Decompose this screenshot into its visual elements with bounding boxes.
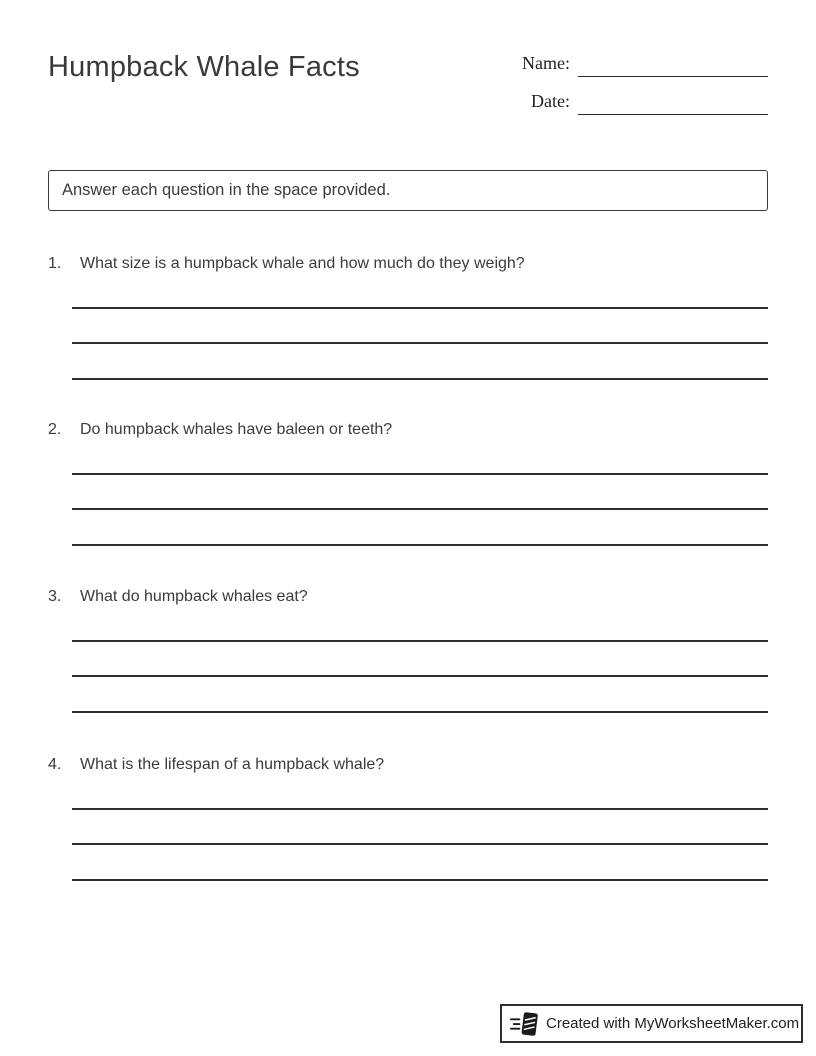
speeding-worksheet-icon [509,1009,541,1039]
page-title: Humpback Whale Facts [48,51,360,83]
question-4 [48,755,768,895]
question-text: What size is a humpback whale and how much do they weigh? [80,255,525,272]
footer-credit-link[interactable] [500,1004,803,1043]
answer-line[interactable] [72,473,768,475]
question-text: What is the lifespan of a humpback whale? [80,756,385,773]
answer-line[interactable] [72,879,768,881]
answer-line[interactable] [72,640,768,642]
question-number: 4. [48,756,62,773]
footer-credit-text: Created with MyWorksheetMaker.com [546,1015,800,1032]
answer-line[interactable] [72,843,768,845]
answer-line[interactable] [72,342,768,344]
answer-line[interactable] [72,378,768,380]
answer-line[interactable] [72,508,768,510]
name-label: Name: [522,53,570,73]
answer-line[interactable] [72,307,768,309]
question-number: 3. [48,588,62,605]
question-text: What do humpback whales eat? [80,588,308,605]
date-label: Date: [531,91,570,111]
question-2-row [48,420,392,440]
instruction-box [48,170,768,211]
question-number: 2. [48,421,62,438]
instruction-text: Answer each question in the space provided. [62,181,391,199]
question-4-row [48,755,384,775]
answer-line[interactable] [72,711,768,713]
name-fill-in-line[interactable] [578,76,768,77]
question-2 [48,420,768,560]
question-1-row [48,254,525,274]
question-text: Do humpback whales have baleen or teeth? [80,421,393,438]
question-3-row [48,587,308,607]
answer-line[interactable] [72,808,768,810]
answer-line[interactable] [72,675,768,677]
answer-line[interactable] [72,544,768,546]
question-3 [48,587,768,727]
question-1 [48,254,768,394]
date-fill-in-line[interactable] [578,114,768,115]
question-number: 1. [48,255,62,272]
